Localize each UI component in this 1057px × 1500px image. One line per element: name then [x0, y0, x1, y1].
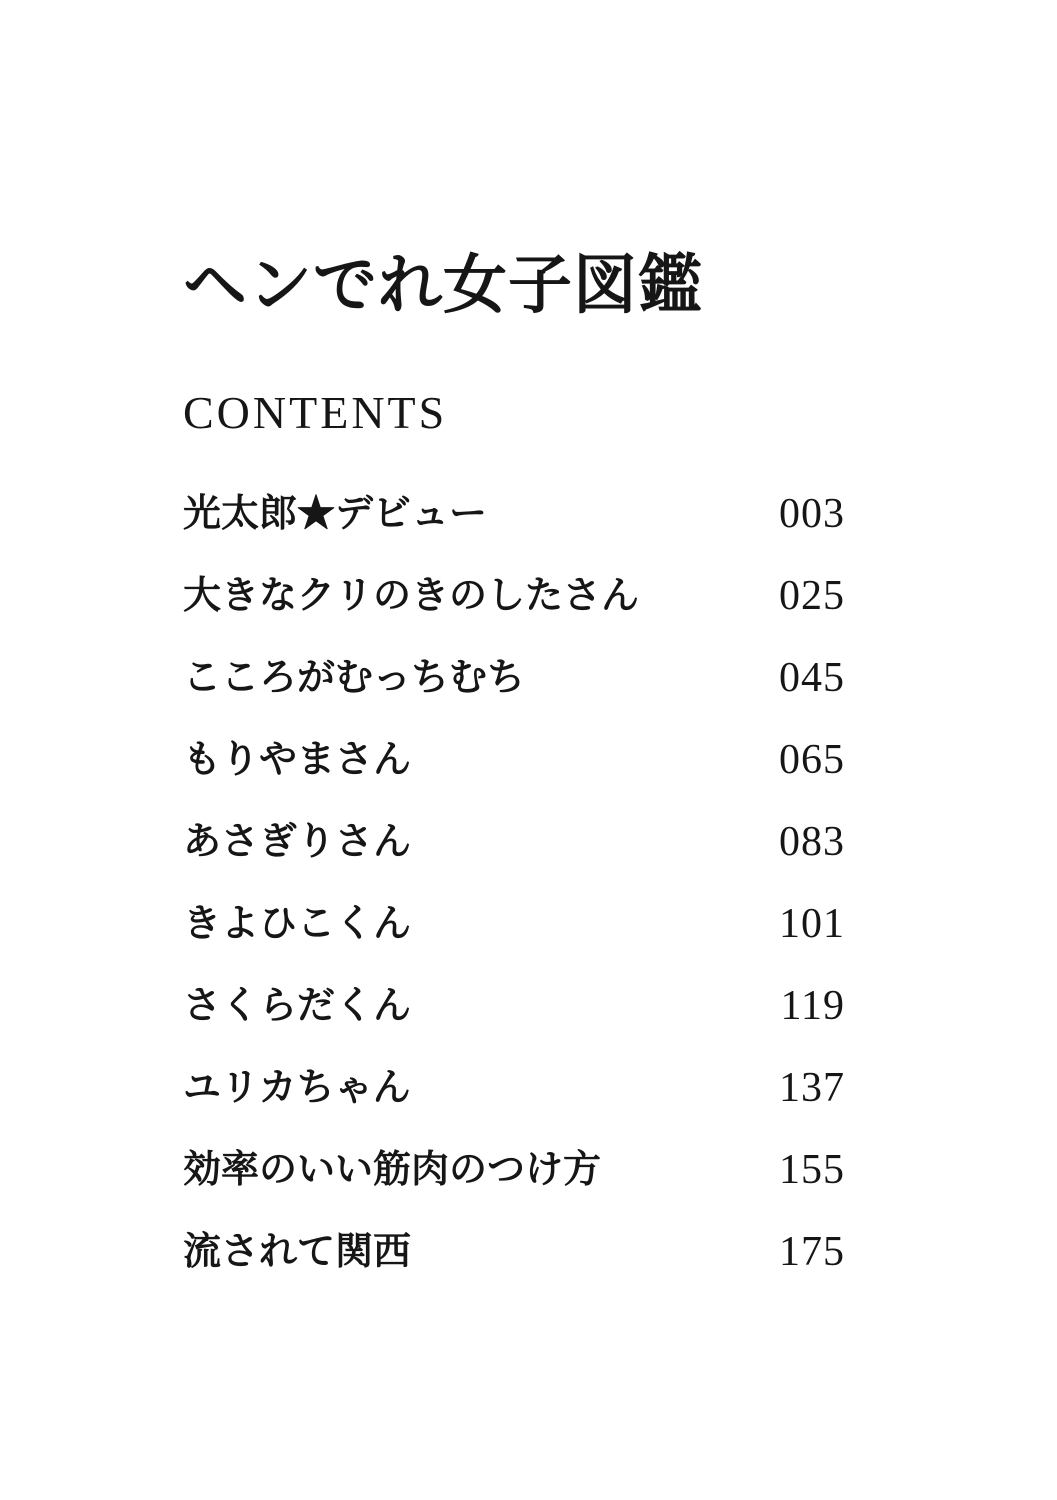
toc-entry-page-number: 137	[779, 1065, 845, 1111]
toc-entry	[183, 883, 845, 965]
toc-entry-page-number: 045	[779, 655, 845, 701]
toc-entry	[183, 473, 845, 555]
contents-heading: CONTENTS	[183, 387, 448, 438]
toc-entry-page-number: 003	[779, 491, 845, 537]
toc-entry	[183, 555, 845, 637]
toc-entry	[183, 801, 845, 883]
toc-entry-title: こころがむっちむち	[183, 657, 526, 699]
toc-entry-title: もりやまさん	[183, 739, 412, 781]
toc-entry-title: 流されて関西	[183, 1231, 412, 1273]
toc-entry-page-number: 065	[779, 737, 845, 783]
toc-entry-page-number: 025	[779, 573, 845, 619]
toc-entry-title: 大きなクリのきのしたさん	[183, 575, 640, 617]
toc-list	[183, 473, 845, 1293]
toc-entry-title: きよひこくん	[183, 903, 412, 945]
toc-entry	[183, 1211, 845, 1293]
toc-entry-title: あさぎりさん	[183, 821, 412, 863]
toc-entry-page-number: 175	[779, 1229, 845, 1275]
toc-entry-page-number: 119	[780, 983, 845, 1029]
toc-entry	[183, 637, 845, 719]
toc-entry	[183, 1047, 845, 1129]
toc-entry-page-number: 155	[779, 1147, 845, 1193]
toc-entry-title: さくらだくん	[183, 985, 412, 1027]
book-title: ヘンでれ女子図鑑	[183, 250, 703, 321]
toc-entry-title: 光太郎★デビュー	[183, 493, 488, 535]
toc-entry	[183, 965, 845, 1047]
toc-entry-title: 効率のいい筋肉のつけ方	[183, 1149, 602, 1191]
toc-entry	[183, 719, 845, 801]
toc-entry-title: ユリカちゃん	[183, 1067, 411, 1109]
toc-entry-page-number: 101	[779, 901, 845, 947]
toc-entry	[183, 1129, 845, 1211]
toc-entry-page-number: 083	[779, 819, 845, 865]
